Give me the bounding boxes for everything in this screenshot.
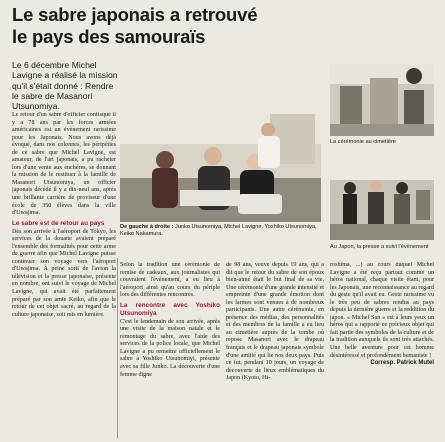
title-line-1: Le sabre japonais a retrouvé	[12, 4, 258, 25]
signature: Corresp. Patrick Mutel	[370, 360, 434, 367]
cemetery-photo	[330, 64, 434, 136]
column-3	[226, 262, 324, 438]
meeting-paragraph: C'est le lendemain de son arrivée, après une visite de la maison natale et le remontage du sabre, avec l'aide des services de la police locale, que Michel Lavigne a pu remettre officiellement le sabre à Yoshiko Utsunomiyi, présente avec sa fille Junko. La découverte d'une femme digne	[120, 318, 220, 378]
subhead-return: Le sabre est de retour au pays	[12, 219, 105, 227]
column-2	[120, 262, 220, 438]
main-photo	[120, 104, 321, 222]
press-caption: Au Japon, la presse a suivi l'évènement	[330, 244, 429, 250]
column-divider	[117, 258, 118, 438]
column-1	[12, 112, 116, 438]
lead-paragraph: Le 6 décembre Michel Lavigne a réalisé la mission qu'il s'était donné : Rendre le sabre de Masanori Utsunomiya.	[12, 60, 118, 112]
main-photo-caption: De gauche à droite : Junko Utsunomiya, Michel Lavigne, Yoshiko Utsunomiya, Keiko Nakamura.	[120, 224, 317, 237]
cemetery-caption: La cérémonie au cimetière	[330, 139, 396, 145]
subhead-meeting: La rencontre avec Yoshiko Utsunomiya	[120, 301, 220, 317]
cemetery-paragraph: de 98 ans, veuve depuis 19 ans, qui a dit que le retour du sabre de son époux bien-aimé était le but final de sa vie. Une cérémonie d'une grande intensité et empreinte d'une grande émotion dont les larmes sont venues à de nombreux participants. Une autre cérémonie, en présence des médias, des personnalités et des membres de la famille a eu lieu au cimetière auprès de la tombe où repose Masanori avec le drapeau français et le drapeau japonais symbole d'une amitié qui lie nos deux pays. Puis ce fut, pendant 10 jours, un voyage de découverte de lieux emblématiques du Japon (Kyoto, Hi-	[226, 262, 324, 382]
journey-paragraph: roshima, ...) au cours duquel Michel Lavigne a été reçu partout comme un héros national, chaque visite étant, pour les Japonais, une reconnaissance au regard du geste qu'il avait eu. Geste rarissime vu le très peu de sabres rendus au pays depuis la dernière guerre et la reddition du japon. « Michel San » est à leurs yeux un héros qui a rapporté ce précieux objet qui fait partie des symboles de la culture et de la tradition auxquels ils sont très attachés. Une belle aventure pour cet homme désintéressé et profondément humaniste !	[330, 262, 434, 359]
press-photo	[330, 150, 434, 240]
title-line-2: le pays des samouraïs	[12, 26, 206, 47]
ceremony-paragraph: Selon la tradition une cérémonie de remise de cadeaux, aux journalistes qui couvraient l'évènement, a eu lieu à l'aéroport ainsi qu'au cours du périple lors des différentes rencontres.	[120, 262, 220, 299]
intro-paragraph: Le retour d'un sabre d'officier confisqué il y a 78 ans par les forces armées américaines est un évènement rarissime pour les Japonais. Nous avons déjà évoqué, dans nos colonnes, les péripéties de ce sabre que Michel Lavigne, est amateur, de l'art japonais, a pu racheter lors d'une vente aux enchères, se donnant la mission de le restituer à la famille de Masanori Utsunomiya, un officier japonais décédé il y a dix-neuf ans, après une brillante carrière de proviseur d'une école de 350 élèves dans la ville d'Uwajima.	[12, 112, 116, 217]
return-paragraph: Dès son arrivée à l'aéroport de Tokyo, les services de la douane avaient préparé l'ensemble des formalités pour cette arme de guerre afin que Michel Lavigne puisse continuer son voyage vers l'aéroport d'Uwajima. À peine sorti de l'avion la télévision et la presse japonaise, présente en nombre, ont suivi le voyage de Michel Lavigne, qui avait été parfaitement préparé par son amie Keiko, afin que le retour de cet objet sacré, au regard de la culture japonaise, soit mis en lumière.	[12, 228, 116, 318]
column-4	[330, 262, 434, 438]
article-title	[12, 4, 342, 48]
